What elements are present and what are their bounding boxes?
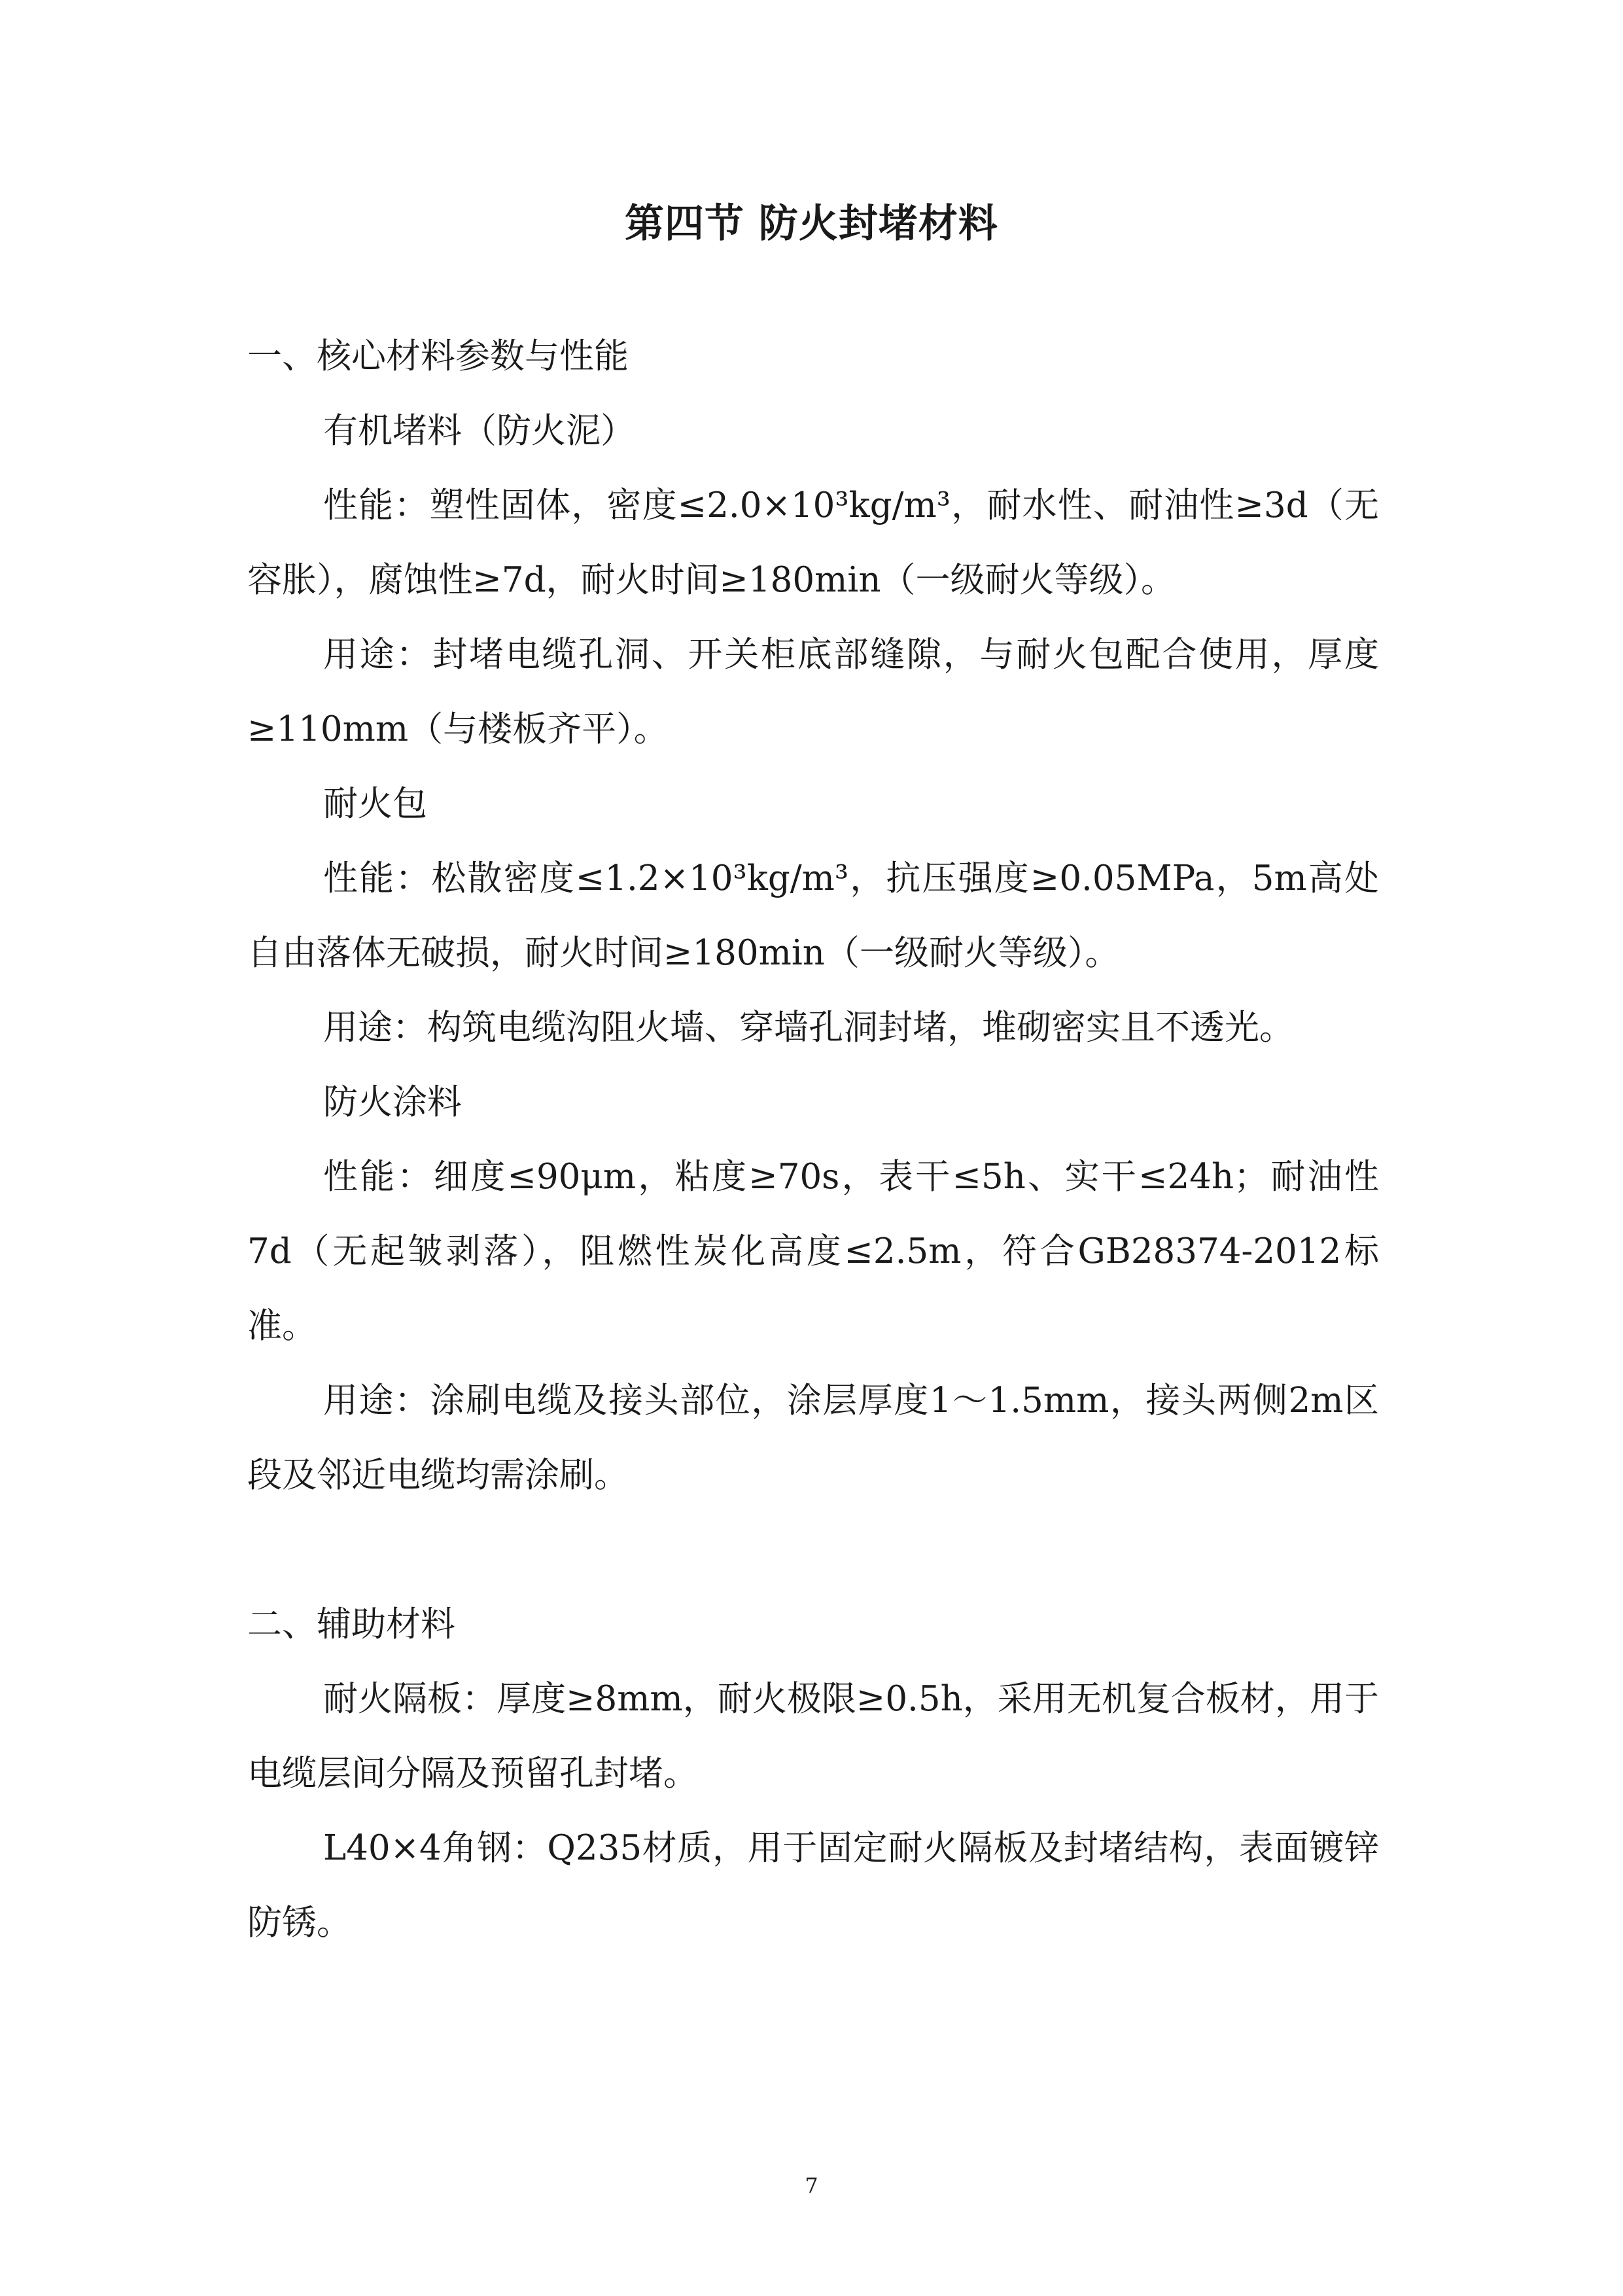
section-1-heading: 一、核心材料参数与性能: [247, 336, 629, 376]
section-2-heading: 二、辅助材料: [247, 1604, 455, 1644]
fire-partition-board: 耐火隔板：厚度≥8mm，耐火极限≥0.5h，采用无机复合板材，用于电缆层间分隔及预留孔封堵。: [247, 1679, 1379, 1793]
fire-bag-usage: 用途：构筑电缆沟阻火墙、穿墙孔洞封堵，堆砌密实且不透光。: [323, 1008, 1294, 1048]
page-title: 第四节 防火封堵材料: [625, 201, 998, 247]
material-name-fire-bag: 耐火包: [323, 784, 427, 824]
section-spacer: [247, 1513, 1379, 1587]
fire-bag-performance: 性能：松散密度≤1.2×10³kg/m³，抗压强度≥0.05MPa，5m高处自由落体无破损，耐火时间≥180min（一级耐火等级）。: [247, 858, 1379, 973]
material-name-fire-putty: 有机堵料（防火泥）: [323, 411, 635, 451]
fire-putty-usage: 用途：封堵电缆孔洞、开关柜底部缝隙，与耐火包配合使用，厚度≥110mm（与楼板齐平）。: [247, 635, 1379, 749]
angle-steel: L40×4角钢：Q235材质，用于固定耐火隔板及封堵结构，表面镀锌防锈。: [247, 1828, 1379, 1943]
fire-putty-performance: 性能：塑性固体，密度≤2.0×10³kg/m³，耐水性、耐油性≥3d（无容胀），腐蚀性≥7d，耐火时间≥180min（一级耐火等级）。: [247, 486, 1379, 600]
fire-coating-usage: 用途：涂刷电缆及接头部位，涂层厚度1～1.5mm，接头两侧2m区段及邻近电缆均需涂刷。: [247, 1381, 1379, 1495]
material-name-fire-coating: 防火涂料: [323, 1082, 462, 1122]
document-body: [247, 319, 1379, 1960]
page-number: 7: [805, 2173, 818, 2198]
fire-coating-performance: 性能：细度≤90μm，粘度≥70s，表干≤5h、实干≤24h；耐油性7d（无起皱剥落），阻燃性炭化高度≤2.5m，符合GB28374-2012标准。: [247, 1157, 1379, 1346]
